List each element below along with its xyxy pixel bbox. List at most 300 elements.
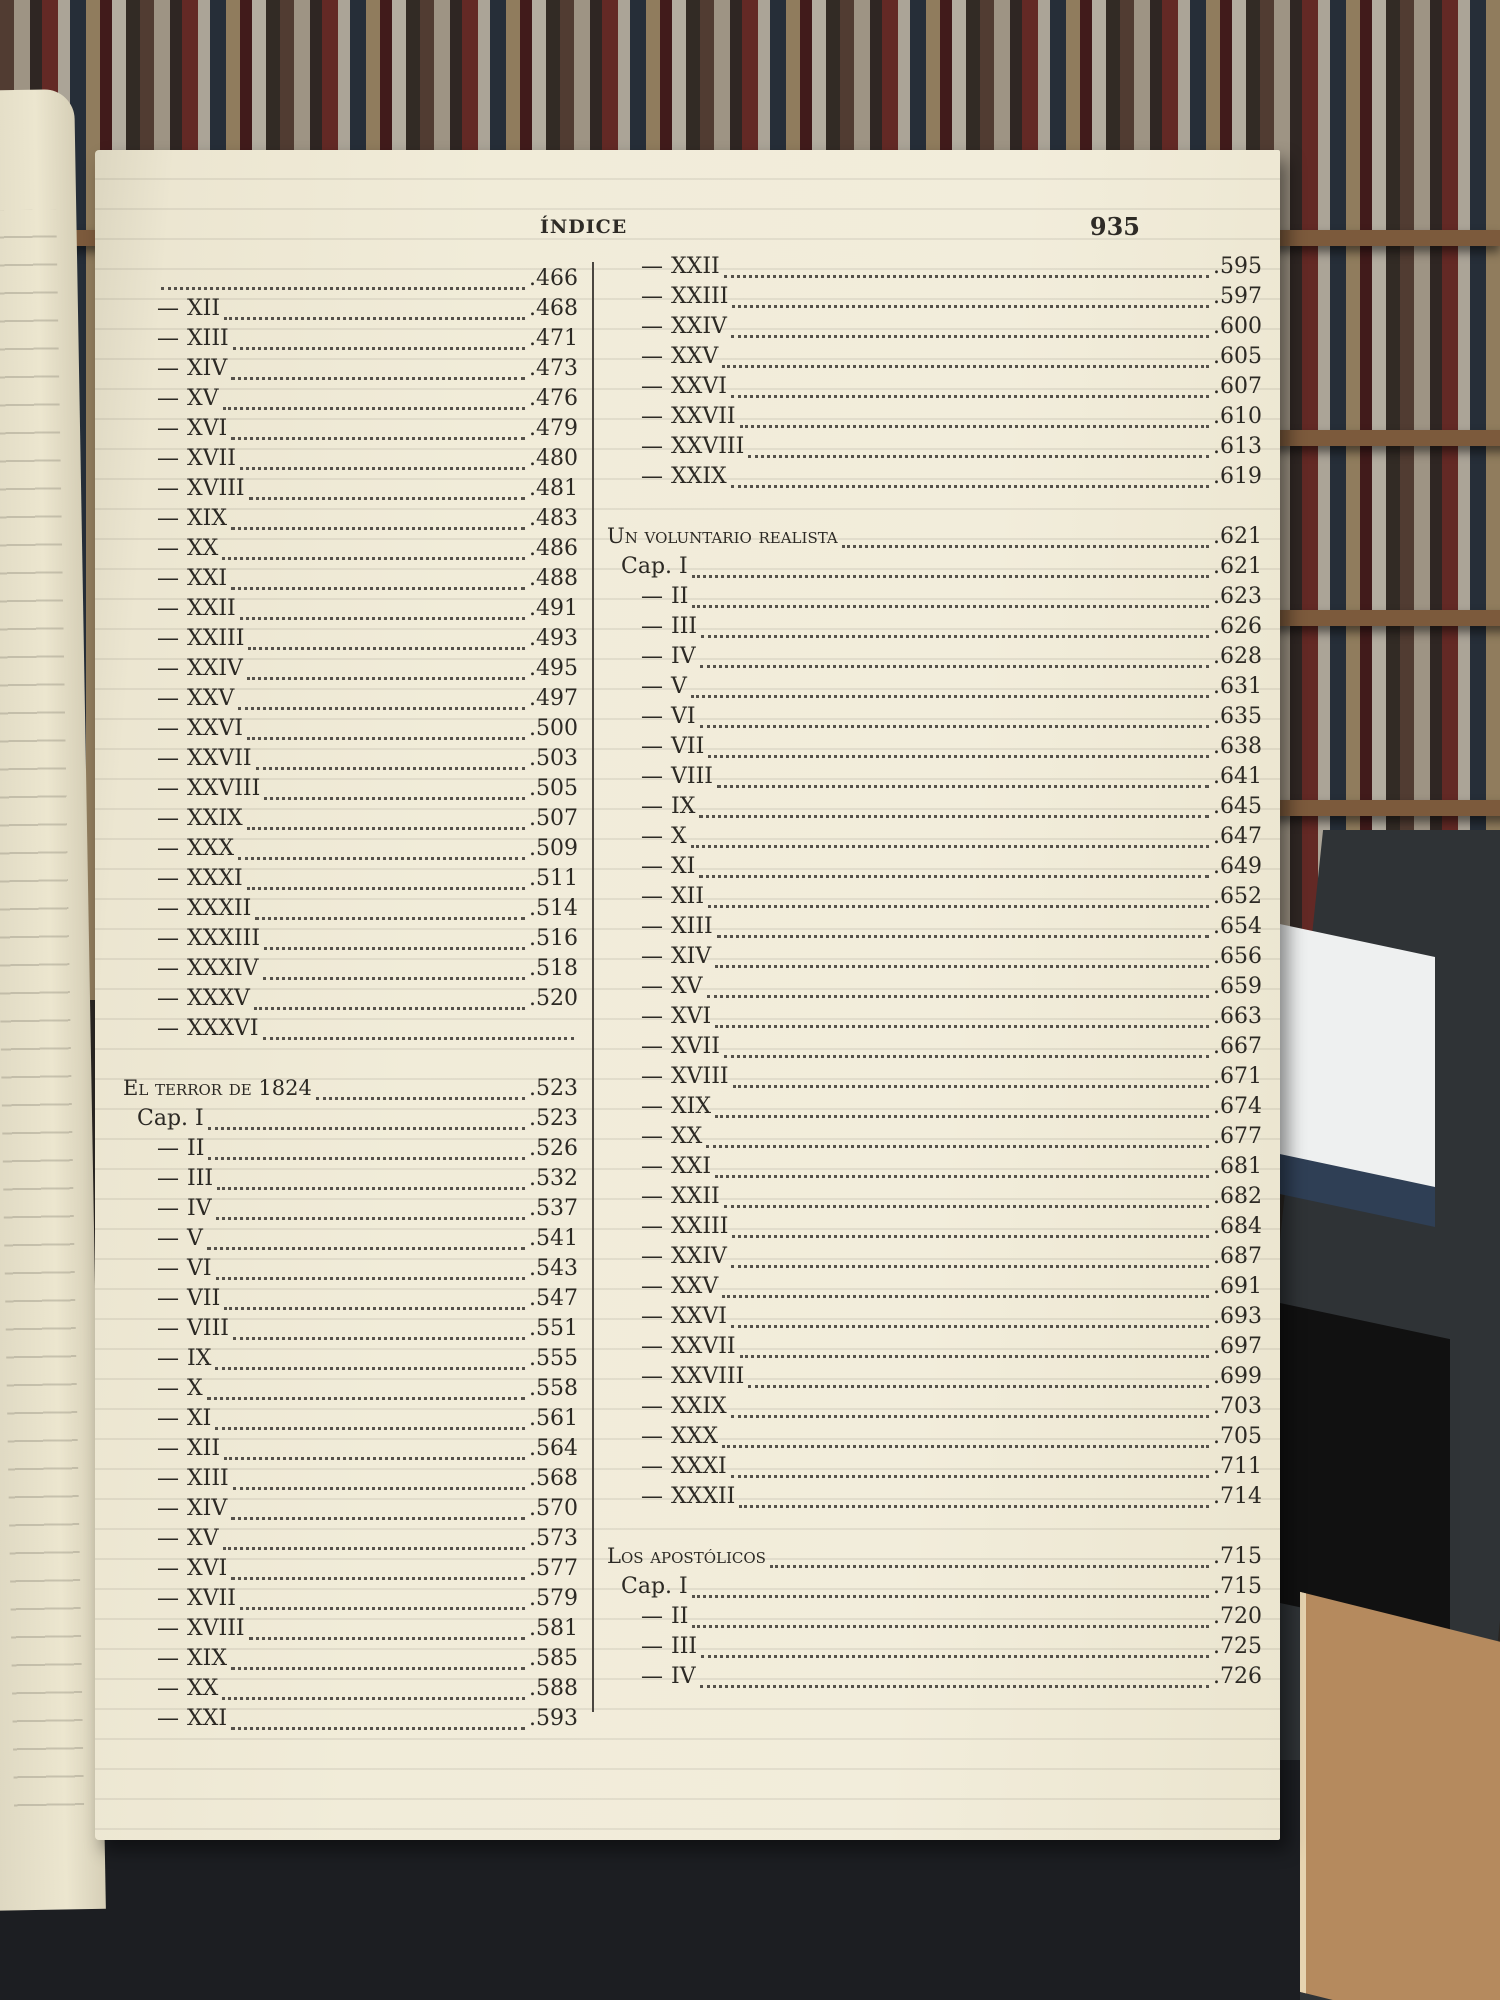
entry-label: IV <box>671 644 696 669</box>
shelf-plank <box>1270 610 1500 626</box>
entry-label: Cap. I <box>621 1574 688 1599</box>
entry-label: XIII <box>671 914 713 939</box>
entry-page-number: .509 <box>529 836 578 861</box>
em-dash: — <box>157 1676 179 1701</box>
entry-page-number: .514 <box>529 896 578 921</box>
entry-label: XXXV <box>187 986 250 1011</box>
entry-label: XI <box>187 1406 212 1431</box>
entry-page-number: .497 <box>529 686 578 711</box>
entry-label: XXIV <box>671 314 727 339</box>
entry-label: XIX <box>671 1094 712 1119</box>
entry-page-number: .483 <box>529 506 578 531</box>
entry-label: IV <box>187 1196 212 1221</box>
index-entry <box>123 1286 578 1316</box>
index-entry <box>607 644 1262 674</box>
entry-page-number: .551 <box>529 1316 578 1341</box>
dot-leader <box>240 1593 525 1610</box>
index-entry <box>123 1136 578 1166</box>
entry-label: XII <box>187 1436 221 1461</box>
index-entry <box>607 314 1262 344</box>
index-section <box>123 1076 578 1106</box>
entry-page-number: .570 <box>529 1496 578 1521</box>
dot-leader <box>740 411 1209 428</box>
entry-page-number: .691 <box>1213 1274 1262 1299</box>
dot-leader <box>240 453 525 470</box>
entry-page-number: .687 <box>1213 1244 1262 1269</box>
em-dash: — <box>157 566 179 591</box>
entry-page-number: .674 <box>1213 1094 1262 1119</box>
em-dash: — <box>641 1634 663 1659</box>
index-entry <box>607 794 1262 824</box>
em-dash: — <box>157 1166 179 1191</box>
entry-page-number: .635 <box>1213 704 1262 729</box>
entry-page-number: .597 <box>1213 284 1262 309</box>
dot-leader <box>215 1413 525 1430</box>
entry-page-number: .628 <box>1213 644 1262 669</box>
index-entry <box>123 956 578 986</box>
index-entry <box>123 596 578 626</box>
index-entry <box>607 404 1262 434</box>
index-entry <box>123 266 578 296</box>
index-entry <box>123 1346 578 1376</box>
entry-label: XX <box>671 1124 703 1149</box>
dot-leader <box>208 1143 525 1160</box>
entry-label: X <box>187 1376 203 1401</box>
entry-label: XXIX <box>187 806 243 831</box>
entry-page-number: .659 <box>1213 974 1262 999</box>
em-dash: — <box>157 866 179 891</box>
entry-label: II <box>187 1136 205 1161</box>
index-entry <box>607 614 1262 644</box>
entry-page-number: .555 <box>529 1346 578 1371</box>
entry-label: XXXI <box>187 866 243 891</box>
entry-label: XIX <box>187 506 228 531</box>
index-entry <box>123 1316 578 1346</box>
entry-page-number: .468 <box>529 296 578 321</box>
entry-label: Cap. I <box>137 1106 204 1131</box>
entry-label: XXII <box>671 254 720 279</box>
entry-page-number: .466 <box>529 266 578 291</box>
entry-label: XI <box>671 854 696 879</box>
entry-page-number: .681 <box>1213 1154 1262 1179</box>
em-dash: — <box>157 1706 179 1731</box>
entry-label: IX <box>671 794 696 819</box>
em-dash: — <box>641 884 663 909</box>
entry-label: XV <box>187 386 219 411</box>
index-entry <box>123 686 578 716</box>
index-entry <box>607 764 1262 794</box>
dot-leader <box>231 1653 525 1670</box>
entry-page-number: .526 <box>529 1136 578 1161</box>
em-dash: — <box>157 1016 179 1041</box>
index-entry <box>123 656 578 686</box>
em-dash: — <box>157 1376 179 1401</box>
index-entry <box>123 536 578 566</box>
entry-page-number: .541 <box>529 1226 578 1251</box>
dot-leader <box>691 831 1209 848</box>
em-dash: — <box>157 1226 179 1251</box>
dot-leader <box>224 1293 525 1310</box>
dot-leader <box>249 1623 525 1640</box>
index-entry <box>607 284 1262 314</box>
entry-label: XIII <box>187 326 229 351</box>
em-dash: — <box>157 1496 179 1521</box>
entry-page-number: .488 <box>529 566 578 591</box>
dot-leader <box>732 1221 1209 1238</box>
section-gap <box>123 1046 578 1076</box>
dot-leader <box>692 1611 1209 1628</box>
index-entry <box>607 1304 1262 1334</box>
dot-leader <box>739 1491 1209 1508</box>
em-dash: — <box>641 434 663 459</box>
entry-page-number: .714 <box>1213 1484 1262 1509</box>
entry-page-number: .532 <box>529 1166 578 1191</box>
entry-page-number: .471 <box>529 326 578 351</box>
em-dash: — <box>157 1556 179 1581</box>
index-entry <box>607 974 1262 1004</box>
index-entry <box>123 1496 578 1526</box>
entry-page-number: .503 <box>529 746 578 771</box>
entry-label: V <box>671 674 687 699</box>
stacked-book <box>1270 1301 1450 1639</box>
index-entry <box>123 1706 578 1736</box>
dot-leader <box>255 903 525 920</box>
index-entry <box>123 716 578 746</box>
em-dash: — <box>157 746 179 771</box>
dot-leader <box>722 1431 1209 1448</box>
dot-leader <box>161 273 525 290</box>
index-entry <box>123 1676 578 1706</box>
dot-leader <box>733 1071 1209 1088</box>
entry-label: XV <box>671 974 703 999</box>
entry-label: XII <box>187 296 221 321</box>
em-dash: — <box>641 734 663 759</box>
section-gap <box>607 494 1262 524</box>
entry-page-number: .715 <box>1213 1574 1262 1599</box>
dot-leader <box>247 873 525 890</box>
dot-leader <box>316 1083 525 1100</box>
entry-label: IX <box>187 1346 212 1371</box>
dot-leader <box>691 681 1209 698</box>
entry-label: XIV <box>187 1496 228 1521</box>
dot-leader <box>247 663 525 680</box>
em-dash: — <box>157 536 179 561</box>
dot-leader <box>715 951 1209 968</box>
index-entry <box>123 776 578 806</box>
entry-page-number: .626 <box>1213 614 1262 639</box>
em-dash: — <box>157 1526 179 1551</box>
entry-page-number: .495 <box>529 656 578 681</box>
index-section <box>607 524 1262 554</box>
dot-leader <box>740 1341 1209 1358</box>
dot-leader <box>770 1551 1209 1568</box>
entry-label: XXIII <box>671 284 729 309</box>
dot-leader <box>264 783 525 800</box>
index-entry <box>607 824 1262 854</box>
entry-page-number: .667 <box>1213 1034 1262 1059</box>
index-entry <box>123 476 578 506</box>
em-dash: — <box>157 416 179 441</box>
index-entry <box>607 1454 1262 1484</box>
em-dash: — <box>157 1346 179 1371</box>
entry-page-number: .652 <box>1213 884 1262 909</box>
index-entry <box>607 254 1262 284</box>
em-dash: — <box>641 794 663 819</box>
dot-leader <box>233 333 525 350</box>
dot-leader <box>222 543 525 560</box>
em-dash: — <box>157 896 179 921</box>
entry-page-number: .684 <box>1213 1214 1262 1239</box>
em-dash: — <box>157 596 179 621</box>
em-dash: — <box>157 446 179 471</box>
dot-leader <box>208 1113 525 1130</box>
index-entry <box>607 1484 1262 1514</box>
em-dash: — <box>157 1406 179 1431</box>
em-dash: — <box>641 404 663 429</box>
entry-page-number: .711 <box>1213 1454 1262 1479</box>
em-dash: — <box>641 614 663 639</box>
em-dash: — <box>641 1394 663 1419</box>
em-dash: — <box>641 674 663 699</box>
dot-leader <box>715 1161 1209 1178</box>
em-dash: — <box>641 1664 663 1689</box>
entry-page-number: .473 <box>529 356 578 381</box>
dot-leader <box>224 303 525 320</box>
em-dash: — <box>157 386 179 411</box>
index-entry <box>123 986 578 1016</box>
index-entry <box>123 806 578 836</box>
entry-label: XXXII <box>671 1484 736 1509</box>
em-dash: — <box>157 956 179 981</box>
entry-page-number: .610 <box>1213 404 1262 429</box>
dot-leader <box>231 573 525 590</box>
entry-page-number: .600 <box>1213 314 1262 339</box>
em-dash: — <box>641 1244 663 1269</box>
dot-leader <box>724 1191 1209 1208</box>
entry-label: XVIII <box>187 1616 245 1641</box>
em-dash: — <box>157 1316 179 1341</box>
entry-label: VII <box>187 1286 221 1311</box>
entry-label: XXVIII <box>671 434 745 459</box>
entry-page-number: .491 <box>529 596 578 621</box>
index-entry <box>607 1664 1262 1694</box>
dot-leader <box>247 813 525 830</box>
dot-leader <box>724 1041 1209 1058</box>
dot-leader <box>692 591 1209 608</box>
dot-leader <box>223 393 525 410</box>
entry-label: VI <box>671 704 696 729</box>
index-entry <box>123 1196 578 1226</box>
entry-label: II <box>671 1604 689 1629</box>
em-dash: — <box>641 314 663 339</box>
entry-label: XIV <box>187 356 228 381</box>
entry-label: XVI <box>187 416 228 441</box>
em-dash: — <box>641 1064 663 1089</box>
dot-leader <box>748 441 1209 458</box>
em-dash: — <box>641 644 663 669</box>
em-dash: — <box>641 1124 663 1149</box>
em-dash: — <box>641 1274 663 1299</box>
entry-label: Los apostólicos <box>607 1544 766 1568</box>
dot-leader <box>715 1101 1209 1118</box>
entry-label: XVII <box>187 1586 236 1611</box>
book-page <box>95 150 1280 1840</box>
entry-label: Un voluntario realista <box>607 524 838 548</box>
entry-page-number: .588 <box>529 1676 578 1701</box>
index-entry <box>607 1274 1262 1304</box>
index-entry <box>607 554 1262 584</box>
entry-label: XXXIV <box>187 956 259 981</box>
em-dash: — <box>641 374 663 399</box>
dot-leader <box>732 291 1209 308</box>
em-dash: — <box>641 584 663 609</box>
index-entry <box>607 584 1262 614</box>
dot-leader <box>233 1473 525 1490</box>
em-dash: — <box>157 806 179 831</box>
section-gap <box>607 1514 1262 1544</box>
index-entry <box>607 734 1262 764</box>
dot-leader <box>238 693 525 710</box>
em-dash: — <box>157 1136 179 1161</box>
dot-leader <box>264 933 525 950</box>
dot-leader <box>256 753 525 770</box>
index-entry <box>123 566 578 596</box>
entry-page-number: .699 <box>1213 1364 1262 1389</box>
entry-page-number: .480 <box>529 446 578 471</box>
em-dash: — <box>157 1616 179 1641</box>
dot-leader <box>249 483 525 500</box>
dot-leader <box>707 981 1209 998</box>
entry-page-number: .720 <box>1213 1604 1262 1629</box>
em-dash: — <box>641 704 663 729</box>
entry-page-number: .518 <box>529 956 578 981</box>
entry-label: III <box>671 1634 698 1659</box>
index-entry <box>607 854 1262 884</box>
em-dash: — <box>157 356 179 381</box>
dot-leader <box>238 843 525 860</box>
column-rule <box>592 262 594 1712</box>
dot-leader <box>224 1443 525 1460</box>
em-dash: — <box>157 1586 179 1611</box>
em-dash: — <box>157 296 179 321</box>
dot-leader <box>263 1023 574 1040</box>
entry-label: II <box>671 584 689 609</box>
entry-label: VI <box>187 1256 212 1281</box>
entry-page-number: .486 <box>529 536 578 561</box>
entry-page-number: .564 <box>529 1436 578 1461</box>
dot-leader <box>699 801 1209 818</box>
index-entry <box>123 446 578 476</box>
entry-label: XXI <box>671 1154 712 1179</box>
dot-leader <box>731 471 1209 488</box>
em-dash: — <box>641 254 663 279</box>
entry-page-number: .647 <box>1213 824 1262 849</box>
index-entry <box>607 1634 1262 1664</box>
entry-page-number: .703 <box>1213 1394 1262 1419</box>
entry-label: XXV <box>671 344 719 369</box>
index-entry <box>123 1436 578 1466</box>
entry-page-number: .641 <box>1213 764 1262 789</box>
dot-leader <box>706 1131 1209 1148</box>
dot-leader <box>248 633 525 650</box>
entry-page-number: .520 <box>529 986 578 1011</box>
entry-label: XVII <box>671 1034 720 1059</box>
index-entry <box>607 674 1262 704</box>
entry-page-number: .613 <box>1213 434 1262 459</box>
entry-page-number: .585 <box>529 1646 578 1671</box>
index-entry <box>123 326 578 356</box>
entry-page-number: .726 <box>1213 1664 1262 1689</box>
index-entry <box>123 1106 578 1136</box>
entry-label: XXIX <box>671 1394 727 1419</box>
index-entry <box>607 1034 1262 1064</box>
entry-page-number: .516 <box>529 926 578 951</box>
entry-page-number: .619 <box>1213 464 1262 489</box>
entry-page-number: .577 <box>529 1556 578 1581</box>
entry-label: XXVI <box>187 716 243 741</box>
entry-page-number: .693 <box>1213 1304 1262 1329</box>
entry-label: XXI <box>187 566 228 591</box>
index-entry <box>607 1064 1262 1094</box>
index-entry <box>607 1574 1262 1604</box>
dot-leader <box>700 1671 1209 1688</box>
entry-page-number: .607 <box>1213 374 1262 399</box>
dot-leader <box>207 1233 525 1250</box>
em-dash: — <box>641 1424 663 1449</box>
entry-label: XXXII <box>187 896 252 921</box>
dot-leader <box>699 861 1209 878</box>
em-dash: — <box>641 1484 663 1509</box>
index-entry <box>607 434 1262 464</box>
index-entry <box>123 1526 578 1556</box>
index-entry <box>607 1214 1262 1244</box>
stacked-book <box>1275 923 1435 1187</box>
shelf-plank <box>1270 800 1500 816</box>
index-entry <box>123 296 578 326</box>
dot-leader <box>692 1581 1209 1598</box>
em-dash: — <box>641 1154 663 1179</box>
entry-page-number: .511 <box>529 866 578 891</box>
entry-page-number: .671 <box>1213 1064 1262 1089</box>
dot-leader <box>240 603 525 620</box>
entry-label: X <box>671 824 687 849</box>
entry-page-number: .697 <box>1213 1334 1262 1359</box>
dot-leader <box>207 1383 525 1400</box>
em-dash: — <box>157 686 179 711</box>
em-dash: — <box>157 1466 179 1491</box>
entry-label: XVIII <box>187 476 245 501</box>
dot-leader <box>731 381 1209 398</box>
entry-label: III <box>187 1166 214 1191</box>
em-dash: — <box>157 1256 179 1281</box>
entry-page-number: .479 <box>529 416 578 441</box>
em-dash: — <box>157 986 179 1011</box>
index-entry <box>123 1226 578 1256</box>
em-dash: — <box>641 1094 663 1119</box>
entry-page-number: .649 <box>1213 854 1262 879</box>
entry-page-number: .476 <box>529 386 578 411</box>
entry-label: V <box>187 1226 203 1251</box>
em-dash: — <box>641 764 663 789</box>
dot-leader <box>700 651 1209 668</box>
entry-label: IV <box>671 1664 696 1689</box>
entry-page-number: .623 <box>1213 584 1262 609</box>
entry-page-number: .568 <box>529 1466 578 1491</box>
index-entry <box>607 1154 1262 1184</box>
dot-leader <box>231 513 525 530</box>
dot-leader <box>223 1533 525 1550</box>
entry-page-number: .631 <box>1213 674 1262 699</box>
